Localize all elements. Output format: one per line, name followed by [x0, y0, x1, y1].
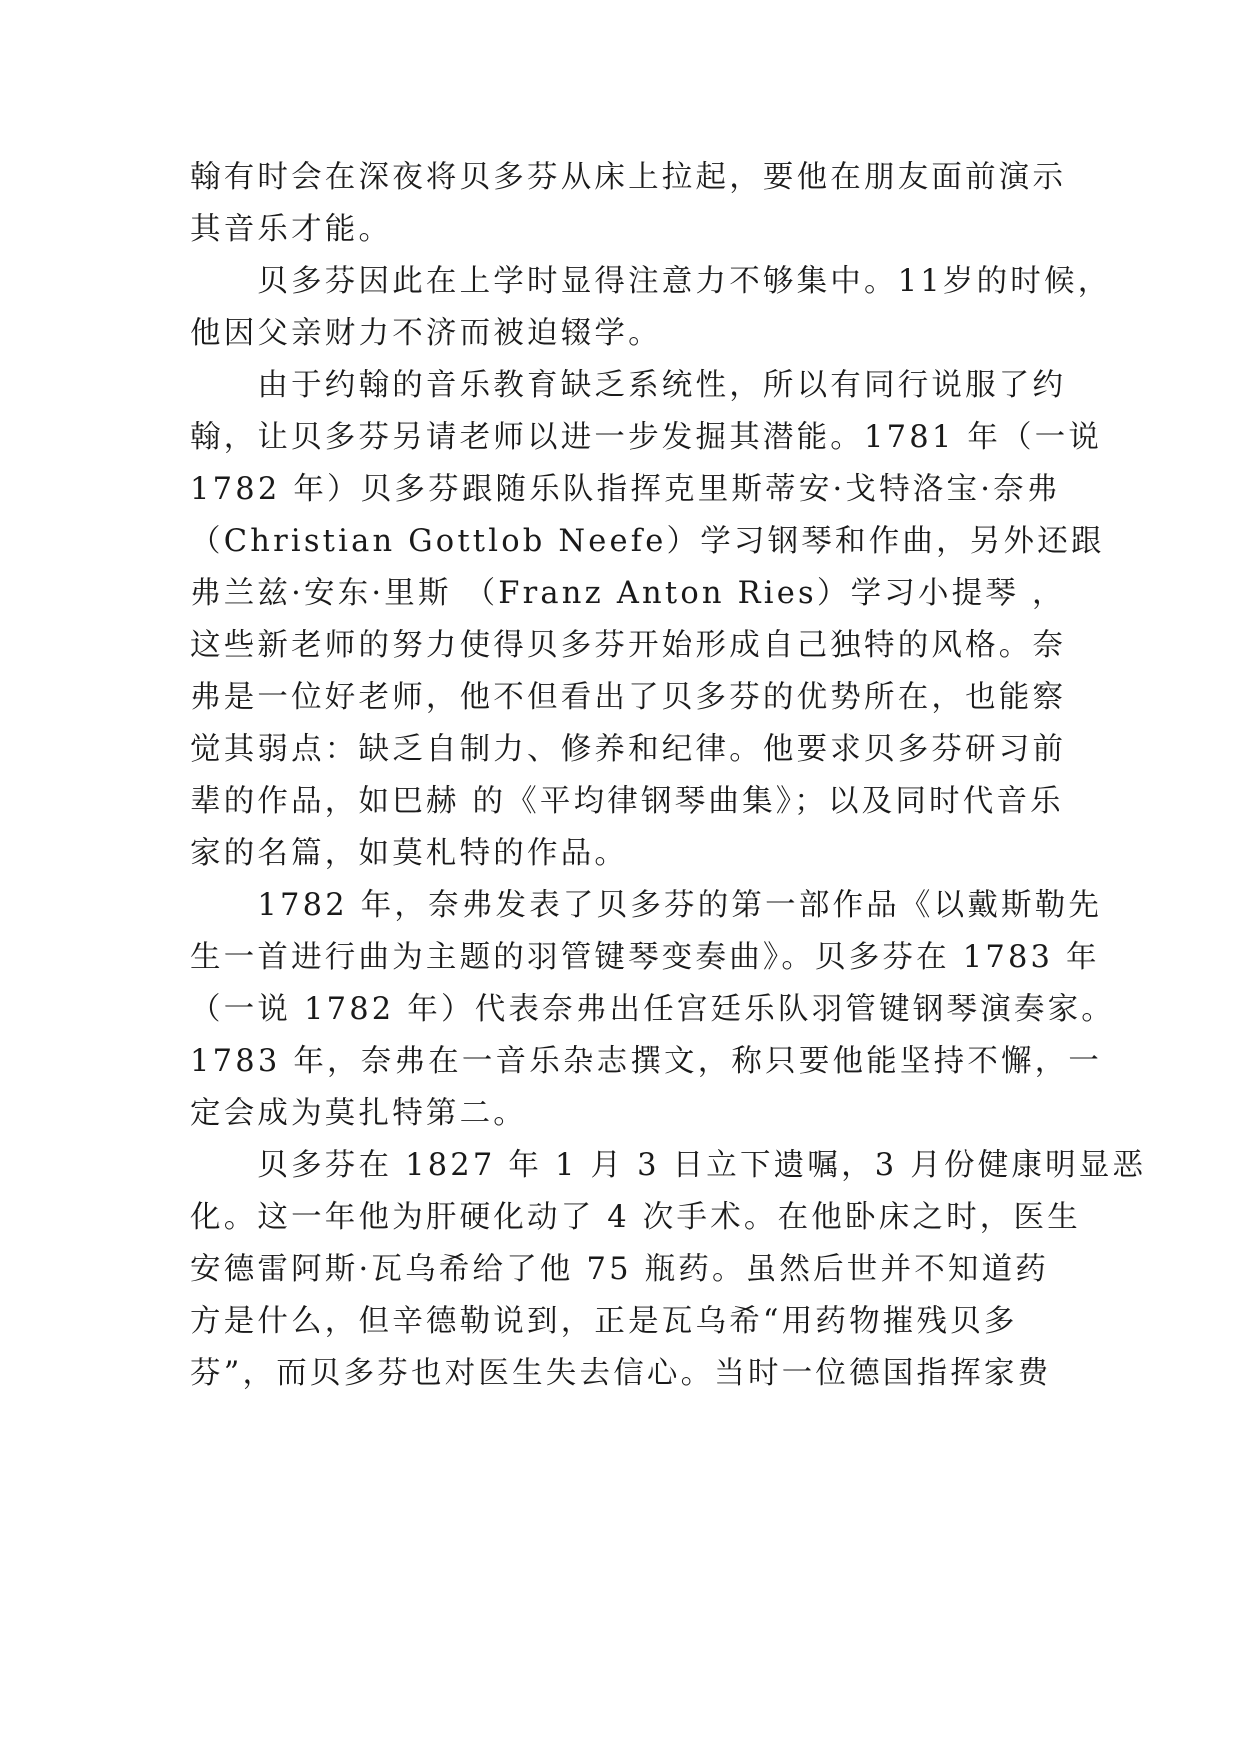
- text-line: 由于约翰的音乐教育缺乏系统性，所以有同行说服了约: [190, 368, 1067, 403]
- text-line: 生一首进行曲为主题的羽管键琴变奏曲》。贝多芬在 1783 年: [190, 940, 1100, 975]
- text-line: 定会成为莫扎特第二。: [190, 1096, 527, 1131]
- text-line: 1783 年，奈弗在一音乐杂志撰文，称只要他能坚持不懈，一: [190, 1044, 1103, 1079]
- text-line: 这些新老师的努力使得贝多芬开始形成自己独特的风格。奈: [190, 628, 1067, 663]
- text-line: 辈的作品，如巴赫 的《平均律钢琴曲集》；以及同时代音乐: [190, 784, 1064, 819]
- text-line: （Christian Gottlob Neefe）学习钢琴和作曲，另外还跟: [190, 524, 1105, 559]
- text-line: 翰，让贝多芬另请老师以进一步发掘其潜能。1781 年（一说: [190, 420, 1103, 455]
- text-line: 翰有时会在深夜将贝多芬从床上拉起，要他在朋友面前演示: [190, 160, 1067, 195]
- text-line: 贝多芬因此在上学时显得注意力不够集中。11岁的时候，: [190, 264, 1112, 299]
- text-line: 化。这一年他为肝硬化动了 4 次手术。在他卧床之时，医生: [190, 1200, 1081, 1235]
- text-line: 其音乐才能。: [190, 212, 393, 247]
- text-line: （一说 1782 年）代表奈弗出任宫廷乐队羽管键钢琴演奏家。: [190, 992, 1116, 1027]
- text-line: 他因父亲财力不济而被迫辍学。: [190, 316, 662, 351]
- text-line: 芬”，而贝多芬也对医生失去信心。当时一位德国指挥家费: [190, 1356, 1052, 1391]
- text-line: 弗是一位好老师，他不但看出了贝多芬的优势所在，也能察: [190, 680, 1067, 715]
- text-line: 方是什么，但辛德勒说到，正是瓦乌希“用药物摧残贝多: [190, 1304, 1018, 1339]
- text-line: 1782 年）贝多芬跟随乐队指挥克里斯蒂安·戈特洛宝·奈弗: [190, 472, 1061, 507]
- text-line: 觉其弱点：缺乏自制力、修养和纪律。他要求贝多芬研习前: [190, 732, 1067, 767]
- text-line: 贝多芬在 1827 年 1 月 3 日立下遗嘱，3 月份健康明显恶: [190, 1148, 1147, 1183]
- text-line: 安德雷阿斯·瓦乌希给了他 75 瓶药。虽然后世并不知道药: [190, 1252, 1049, 1287]
- text-line: 弗兰兹·安东·里斯 （Franz Anton Ries）学习小提琴 ，: [190, 576, 1066, 611]
- text-line: 家的名篇，如莫札特的作品。: [190, 836, 629, 871]
- text-line: 1782 年，奈弗发表了贝多芬的第一部作品《以戴斯勒先: [190, 888, 1103, 923]
